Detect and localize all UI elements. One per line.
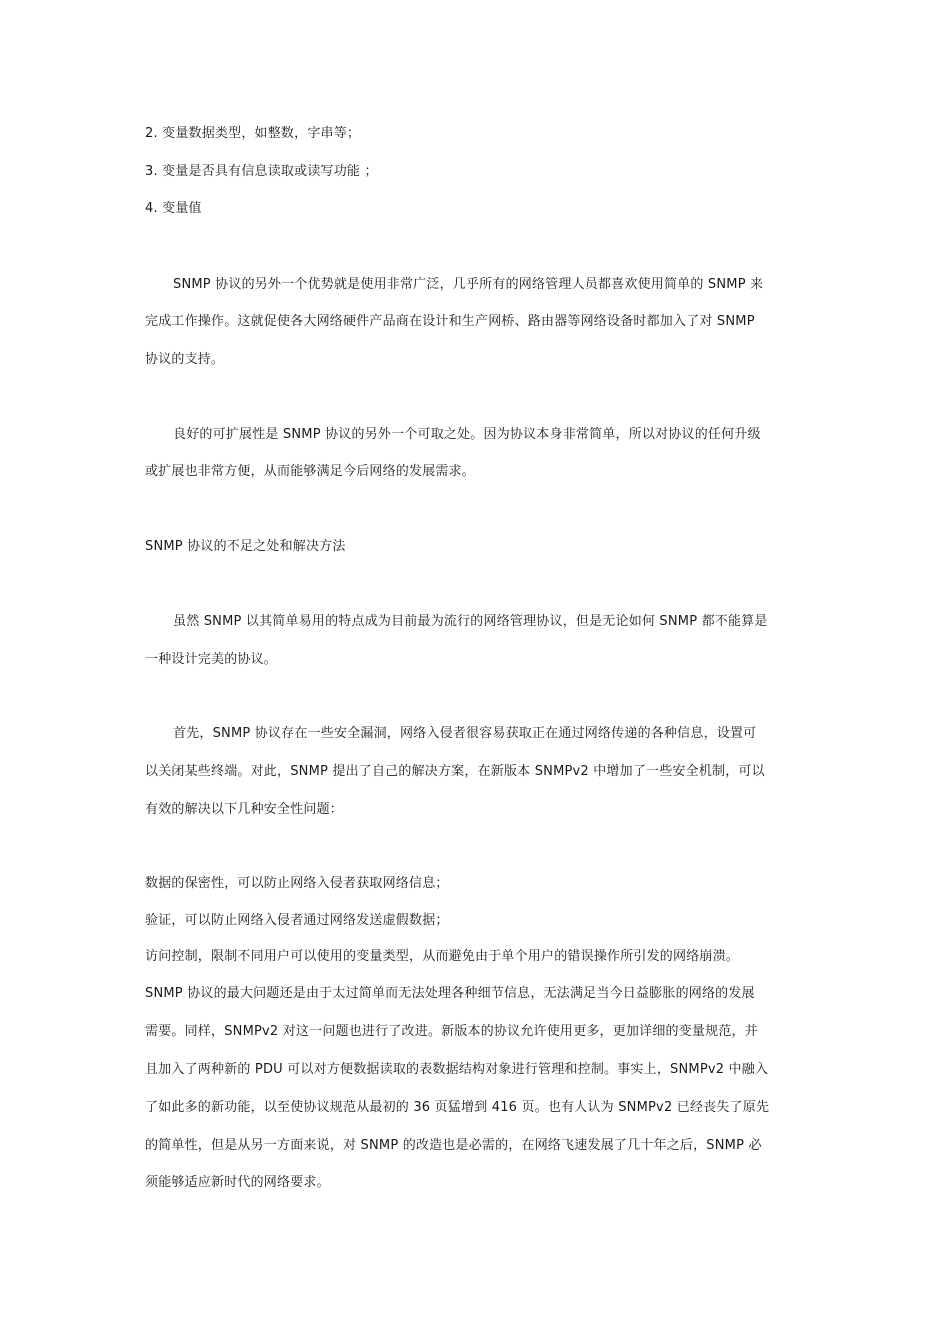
paragraph-line: 需要。同样，SNMPv2 对这一问题也进行了改进。新版本的协议允许使用更多，更加详细的变量规范，并	[145, 1024, 758, 1039]
section-heading: SNMP 协议的不足之处和解决方法	[145, 539, 346, 554]
paragraph-line: 一种设计完美的协议。	[145, 652, 278, 667]
paragraph-line: SNMP 协议的另外一个优势就是使用非常广泛，几乎所有的网络管理人员都喜欢使用简单的 SNMP 来	[173, 277, 764, 292]
paragraph-line: 协议的支持。	[145, 352, 225, 367]
paragraph-line: SNMP 协议的最大问题还是由于太过简单而无法处理各种细节信息，无法满足当今日益膨胀的网络的发展	[145, 986, 755, 1001]
paragraph-line: 或扩展也非常方便，从而能够满足今后网络的发展需求。	[145, 464, 476, 479]
paragraph-line: 完成工作操作。这就促使各大网络硬件产品商在设计和生产网桥、路由器等网络设备时都加入了对 SNMP	[145, 314, 755, 329]
paragraph-line: 以关闭某些终端。对此，SNMP 提出了自己的解决方案，在新版本 SNMPv2 中增加了一些安全机制，可以	[145, 764, 765, 779]
paragraph-line: 良好的可扩展性是 SNMP 协议的另外一个可取之处。因为协议本身非常简单，所以对协议的任何升级	[173, 427, 761, 442]
list-item-data-type: 2. 变量数据类型，如整数，字串等；	[145, 126, 361, 141]
paragraph-line: 首先，SNMP 协议存在一些安全漏洞，网络入侵者很容易获取正在通过网络传递的各种信息，设置可	[173, 726, 757, 741]
paragraph-line: 了如此多的新功能，以至使协议规范从最初的 36 页猛增到 416 页。也有人认为 SNMPv2 已经丧失了原先	[145, 1100, 770, 1115]
paragraph-line: 须能够适应新时代的网络要求。	[145, 1175, 330, 1190]
security-item-confidentiality: 数据的保密性，可以防止网络入侵者获取网络信息；	[145, 876, 449, 891]
list-item-read-write: 3. 变量是否具有信息读取或读写功能 ；	[145, 164, 378, 179]
paragraph-line: 虽然 SNMP 以其简单易用的特点成为目前最为流行的网络管理协议，但是无论如何 SNMP 都不能算是	[173, 614, 768, 629]
security-item-access-control: 访问控制，限制不同用户可以使用的变量类型，从而避免由于单个用户的错误操作所引发的网络崩溃。	[145, 949, 740, 964]
paragraph-line: 有效的解决以下几种安全性问题：	[145, 802, 344, 817]
paragraph-line: 且加入了两种新的 PDU 可以对方便数据读取的表数据结构对象进行管理和控制。事实上，SNMPv2 中融入	[145, 1062, 769, 1077]
paragraph-line: 的简单性，但是从另一方面来说，对 SNMP 的改造也是必需的，在网络飞速发展了几十年之后，SNMP 必	[145, 1138, 762, 1153]
security-item-authentication: 验证，可以防止网络入侵者通过网络发送虚假数据；	[145, 913, 449, 928]
list-item-value: 4. 变量值	[145, 201, 202, 216]
